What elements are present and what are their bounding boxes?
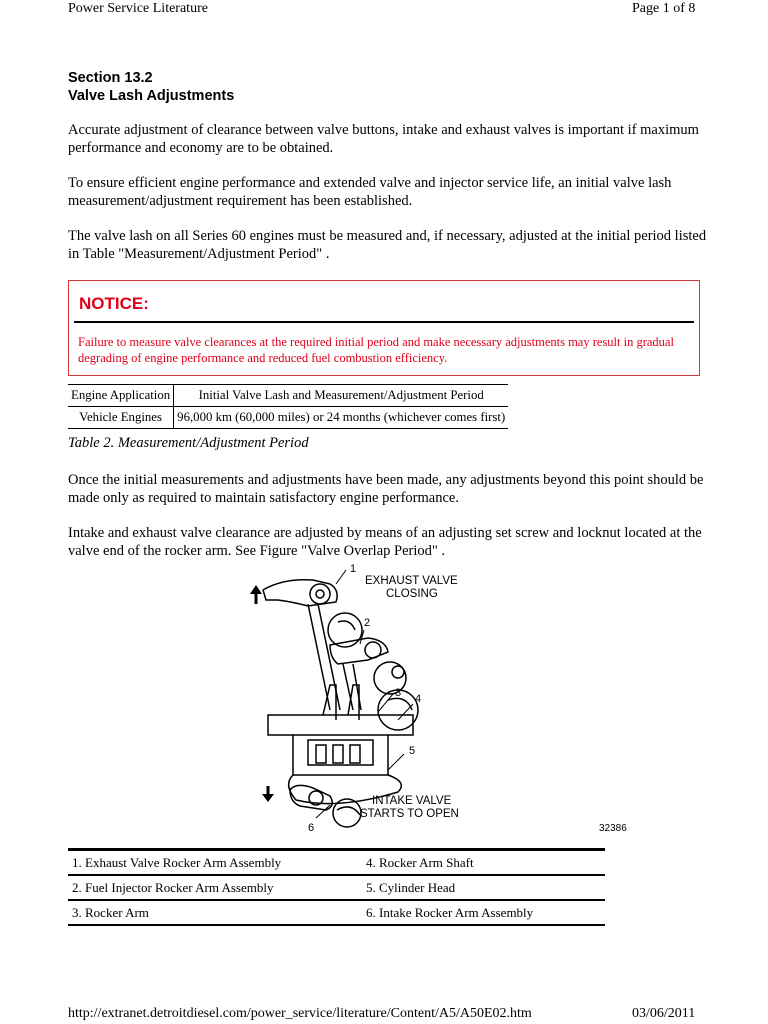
valve-overlap-figure (68, 560, 708, 840)
notice-text: Failure to measure valve clearances at the required initial period and make necessary adjustments may result in gradual degrading of engine performance and reduced fuel combustion efficiency. (78, 335, 674, 365)
exhaust-label-line-1: EXHAUST VALVE (365, 575, 458, 587)
table-cell: 96,000 km (60,000 miles) or 24 months (whichever comes first) (174, 407, 509, 429)
table-header-row (68, 385, 508, 407)
footer-url: http://extranet.detroitdiesel.com/power_service/literature/Content/A5/A50E02.htm (68, 1006, 532, 1021)
legend-item: 4. Rocker Arm Shaft (362, 850, 605, 876)
valve-train-drawing (263, 580, 418, 827)
intake-label-line-1: INTAKE VALVE (372, 795, 452, 807)
legend-row (68, 850, 605, 876)
paragraph-4: Once the initial measurements and adjustments have been made, any adjustments beyond this point should be made only as required to maintain satisfactory engine performance. (68, 472, 704, 506)
legend-item: 1. Exhaust Valve Rocker Arm Assembly (68, 850, 362, 876)
section-title: Valve Lash Adjustments (68, 88, 235, 104)
legend-item: 5. Cylinder Head (362, 875, 605, 900)
legend-item: 6. Intake Rocker Arm Assembly (362, 900, 605, 925)
callout-2: 2 (364, 617, 371, 629)
page-counter: Page 1 of 8 (632, 1, 696, 16)
callout-6: 6 (308, 822, 315, 834)
table-header-cell: Engine Application (68, 385, 174, 407)
table-header-cell: Initial Valve Lash and Measurement/Adjustment Period (174, 385, 509, 407)
legend-row (68, 900, 605, 925)
table-row (68, 407, 508, 429)
notice-box (68, 280, 700, 376)
paragraph-5: Intake and exhaust valve clearance are adjusted by means of an adjusting set screw and locknut located at the valve end of the rocker arm. See Figure "Valve Overlap Period" . (68, 525, 702, 559)
figure-legend (68, 848, 605, 926)
section-number: Section 13.2 (68, 70, 153, 86)
figure-number: 32386 (599, 823, 627, 834)
section-heading (68, 69, 234, 105)
paragraph-1: Accurate adjustment of clearance between valve buttons, intake and exhaust valves is important if maximum performance and economy are to be obtained. (68, 122, 699, 156)
table-cell: Vehicle Engines (68, 407, 174, 429)
callout-3: 3 (395, 687, 402, 699)
down-arrow-icon (262, 786, 274, 802)
notice-title: NOTICE: (79, 294, 149, 313)
notice-divider (74, 321, 694, 323)
callout-4: 4 (415, 693, 422, 705)
intake-label-line-2: STARTS TO OPEN (360, 808, 459, 820)
table-caption: Table 2. Measurement/Adjustment Period (68, 435, 309, 451)
legend-row (68, 875, 605, 900)
exhaust-label-line-2: CLOSING (386, 588, 438, 600)
callout-1: 1 (350, 563, 357, 575)
paragraph-2: To ensure efficient engine performance and extended valve and injector service life, an initial valve lash measurement/adjustment requirement has been established. (68, 175, 672, 209)
header-title: Power Service Literature (68, 1, 208, 16)
legend-item: 3. Rocker Arm (68, 900, 362, 925)
paragraph-3: The valve lash on all Series 60 engines must be measured and, if necessary, adjusted at the initial period listed in Table "Measurement/Adjustment Period" . (68, 228, 707, 262)
footer-date: 03/06/2011 (632, 1006, 696, 1021)
legend-item: 2. Fuel Injector Rocker Arm Assembly (68, 875, 362, 900)
up-arrow-icon (250, 585, 262, 604)
callout-5: 5 (409, 745, 416, 757)
measurement-table (68, 384, 508, 429)
